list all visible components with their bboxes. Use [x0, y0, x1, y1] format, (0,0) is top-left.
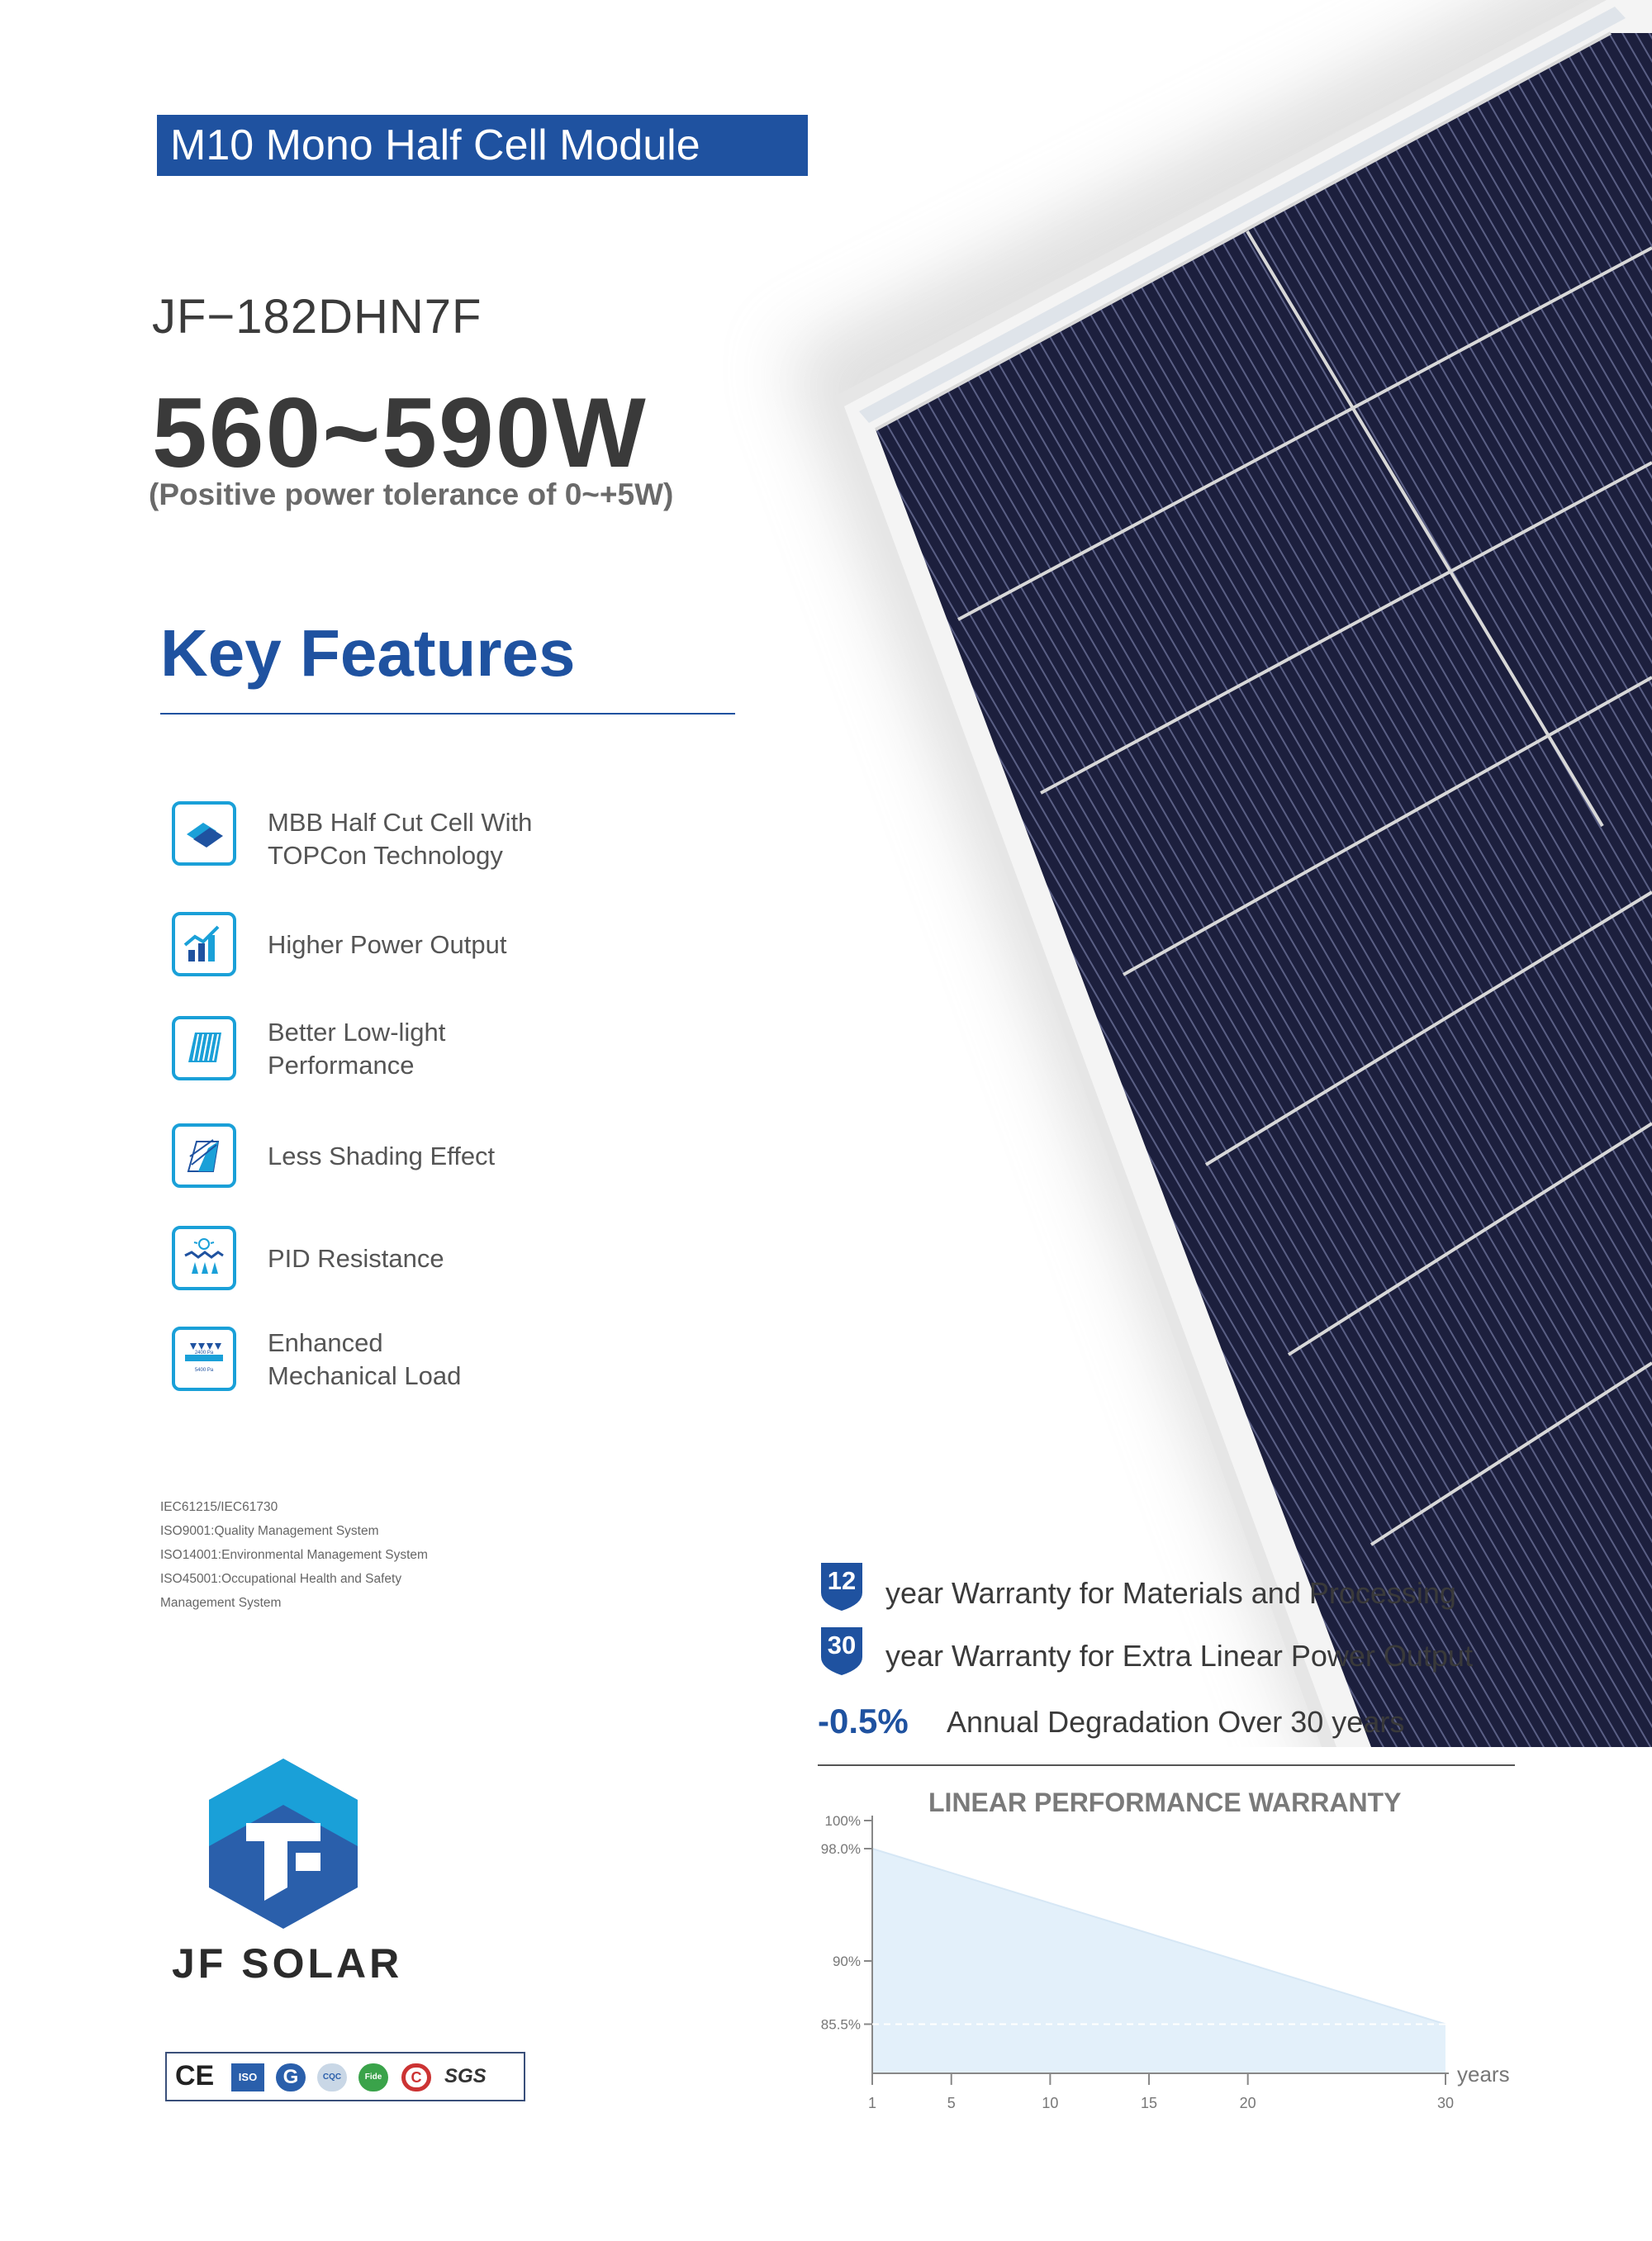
y-tick-label: 90% — [832, 1954, 861, 1969]
linear-performance-chart — [809, 1801, 1536, 2131]
certification-line: ISO9001:Quality Management System — [160, 1524, 379, 1538]
x-tick-label: 5 — [947, 2095, 956, 2111]
feature-label: MBB Half Cut Cell With — [268, 808, 533, 837]
pid-icon — [172, 1226, 236, 1290]
chart-title: LINEAR PERFORMANCE WARRANTY — [928, 1788, 1402, 1817]
certification-line: ISO45001:Occupational Health and Safety — [160, 1572, 402, 1586]
y-tick-label: 98.0% — [820, 1841, 861, 1857]
feature-item — [172, 1226, 750, 1308]
certification-list — [160, 1495, 428, 1615]
feature-label: Better Low-light — [268, 1018, 446, 1047]
brand-name: JF SOLAR — [172, 1940, 403, 1987]
y-tick-label: 100% — [824, 1813, 861, 1829]
cqc-mark-icon: CQC — [317, 2063, 347, 2091]
warranty-badge-30 — [818, 1624, 866, 1677]
feature-label: Mechanical Load — [268, 1361, 462, 1390]
x-tick-label: 10 — [1042, 2095, 1059, 2111]
jf-solar-logo — [197, 1755, 370, 1937]
chart-up-icon — [172, 912, 236, 976]
feature-item — [172, 801, 750, 884]
feature-label: TOPCon Technology — [268, 841, 503, 870]
power-range: 560~590W — [152, 377, 648, 488]
certification-marks — [165, 2052, 525, 2101]
product-title-bar: M10 Mono Half Cell Module — [157, 115, 808, 176]
warranty-area — [872, 1849, 1446, 2073]
feature-label: PID Resistance — [268, 1244, 444, 1273]
feature-item — [172, 1327, 750, 1409]
load-icon — [172, 1327, 236, 1391]
warranty-years: 30 — [827, 1631, 857, 1659]
x-tick-label: 1 — [867, 2095, 877, 2111]
load-icon-label: 5400 Pa — [194, 1368, 214, 1373]
warranty-text: year Warranty for Extra Linear Power Output — [885, 1639, 1473, 1673]
degradation-value: -0.5% — [818, 1702, 909, 1740]
key-features-divider — [160, 713, 735, 715]
feature-label: Higher Power Output — [268, 930, 507, 959]
c-mark-icon: C — [401, 2063, 431, 2091]
y-tick-label: 85.5% — [820, 2016, 861, 2033]
warranty-years: 12 — [827, 1566, 857, 1595]
load-icon-label: 2400 Pa — [194, 1351, 214, 1356]
x-tick-label: 15 — [1141, 2095, 1158, 2111]
power-tolerance: (Positive power tolerance of 0~+5W) — [149, 477, 674, 511]
certification-line: Management System — [160, 1596, 282, 1610]
iso-mark-icon: ISO — [231, 2063, 264, 2091]
feature-label: Less Shading Effect — [268, 1142, 496, 1170]
feature-item — [172, 1016, 750, 1099]
low-light-icon — [172, 1016, 236, 1080]
x-tick-label: 20 — [1239, 2095, 1256, 2111]
feature-label: Performance — [268, 1051, 415, 1080]
certification-line: ISO14001:Environmental Management System — [160, 1548, 428, 1562]
shading-icon — [172, 1123, 236, 1188]
x-axis-label: years — [1457, 2062, 1510, 2087]
ce-mark-icon: CE — [175, 2060, 215, 2091]
g-mark-icon: G — [276, 2063, 306, 2091]
feature-label: Enhanced — [268, 1328, 383, 1357]
sgs-mark-icon: SGS — [444, 2065, 487, 2087]
degradation-text: Annual Degradation Over 30 years — [947, 1705, 1405, 1739]
cell-icon — [172, 801, 236, 866]
feature-item — [172, 1123, 750, 1206]
feature-item — [172, 912, 750, 995]
model-number: JF−182DHN7F — [152, 290, 482, 344]
warranty-divider — [818, 1764, 1515, 1766]
certification-line: IEC61215/IEC61730 — [160, 1500, 278, 1514]
warranty-badge-12 — [818, 1560, 866, 1612]
warranty-text: year Warranty for Materials and Processing — [885, 1576, 1456, 1610]
key-features-heading: Key Features — [160, 616, 576, 690]
x-tick-label: 30 — [1436, 2095, 1455, 2111]
fide-mark-icon: Fide — [358, 2063, 388, 2091]
